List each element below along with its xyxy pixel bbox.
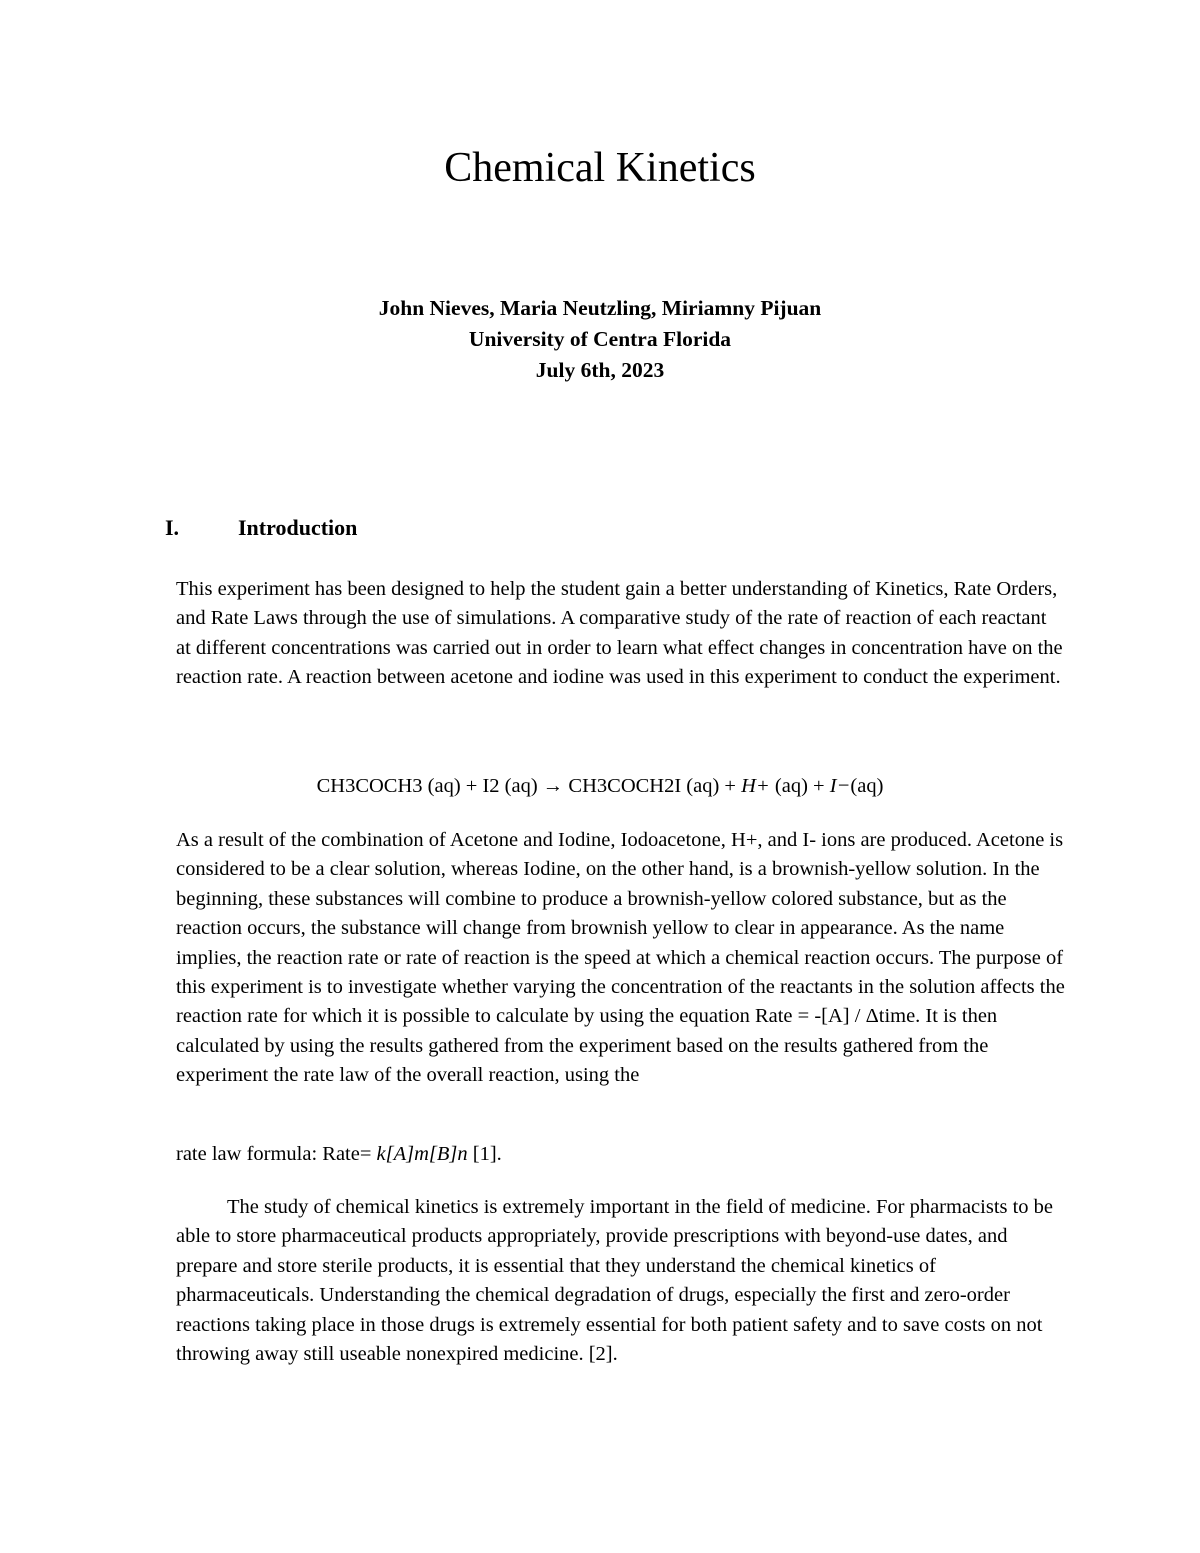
equation-i-minus: I− [829,775,851,797]
document-title: Chemical Kinetics [444,145,756,191]
section-heading [165,512,357,544]
author-block [0,293,1200,386]
rate-law-prefix: rate law formula: Rate= [176,1143,377,1165]
reaction-equation [0,771,1200,801]
equation-right: (aq) [850,775,884,797]
section-number: I. [165,515,180,540]
equation-left: CH3COCH3 (aq) + I2 (aq) → CH3COCH2I (aq) + [316,775,742,797]
intro-paragraph: This experiment has been designed to help the student gain a better understanding of Kinetics, Rate Orders, and Rate Laws through the use of simulations. A comparative study of the rate of reaction of each reactant at different concentrations was carried out in order to learn what effect changes in concentration have on the reaction rate. A reaction between acetone and iodine was used in this experiment to conduct the experiment. [176,578,1063,689]
institution: University of Centra Florida [468,327,732,351]
combination-paragraph: As a result of the combination of Acetone and Iodine, Iodoacetone, H+, and I- ions are produced. Acetone is considered to be a clear solution, whereas Iodine, on the other hand, is a brownish-yellow solution. In the beginning, these substances will combine to produce a brownish-yellow colored substance, but as the reaction occurs, the substance will change from brownish yellow to clear in appearance. As the name implies, the reaction rate or rate of reaction is the speed at which a chemical reaction occurs. The purpose of this experiment is to investigate whether varying the concentration of the reactants in the solution affects the reaction rate for which it is possible to calculate by using the equation Rate = -[A] / Δtime. It is then calculated by using the results gathered from the experiment based on the results gathered from the experiment the rate law of the overall reaction, using the [176,829,1065,1087]
equation-h-plus: H+ [741,775,770,797]
section-title: Introduction [238,515,358,540]
medicine-paragraph: The study of chemical kinetics is extremely important in the field of medicine. For pharmacists to be able to store pharmaceutical products appropriately, provide prescriptions with beyond-use dates, and prepare and store sterile products, it is essential that they understand the chemical kinetics of pharmaceuticals. Understanding the chemical degradation of drugs, especially the first and zero-order reactions taking place in those drugs is extremely essential for both patient safety and to save costs on not throwing away still useable nonexpired medicine. [2]. [176,1196,1054,1366]
rate-law-line [176,1139,502,1169]
rate-law-formula: k[A]m[B]n [376,1143,468,1165]
equation-middle: (aq) + [769,775,830,797]
rate-law-suffix: [1]. [467,1143,502,1165]
date: July 6th, 2023 [535,358,665,382]
authors: John Nieves, Maria Neutzling, Miriamny Pijuan [378,296,822,320]
